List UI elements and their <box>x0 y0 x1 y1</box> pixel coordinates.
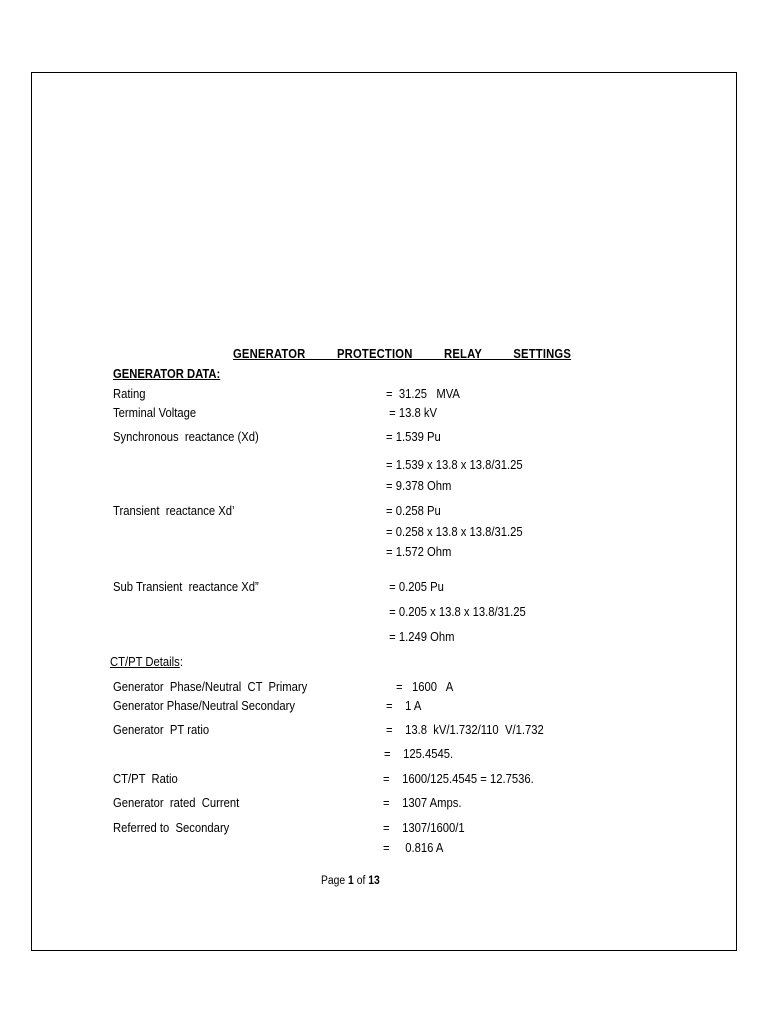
document-title: GENERATOR PROTECTION RELAY SETTINGS <box>233 347 572 361</box>
transient-reactance-value-pu: = 0.258 Pu <box>386 504 441 518</box>
rated-current-label: Generator rated Current <box>113 796 240 810</box>
ct-primary-label: Generator Phase/Neutral CT Primary <box>113 680 308 694</box>
ctpt-ratio-value: = 1600/125.4545 = 12.7536. <box>383 772 534 786</box>
page-current-number: 1 <box>348 875 354 887</box>
ctpt-heading <box>110 655 183 669</box>
terminal-voltage-value: = 13.8 kV <box>386 406 437 420</box>
pt-ratio-formula: = 13.8 kV/1.732/110 V/1.732 <box>386 723 544 737</box>
synchronous-reactance-value-ohm: = 9.378 Ohm <box>386 479 452 493</box>
subtransient-reactance-value-pu: = 0.205 Pu <box>386 580 444 594</box>
transient-reactance-formula: = 0.258 x 13.8 x 13.8/31.25 <box>386 525 523 539</box>
ct-secondary-label: Generator Phase/Neutral Secondary <box>113 699 295 713</box>
transient-reactance-value-ohm: = 1.572 Ohm <box>386 545 452 559</box>
ctpt-ratio-label: CT/PT Ratio <box>113 772 178 786</box>
subtransient-reactance-value-ohm: = 1.249 Ohm <box>386 630 455 644</box>
synchronous-reactance-label: Synchronous reactance (Xd) <box>113 430 259 444</box>
ctpt-heading-colon: : <box>179 655 183 669</box>
rating-label: Rating <box>113 387 146 401</box>
terminal-voltage-label: Terminal Voltage <box>113 406 197 420</box>
referred-secondary-value: = 0.816 A <box>383 841 444 855</box>
referred-secondary-formula: = 1307/1600/1 <box>383 821 465 835</box>
pt-ratio-label: Generator PT ratio <box>113 723 210 737</box>
page-footer-separator: of <box>353 875 369 887</box>
page-footer <box>321 874 380 888</box>
ctpt-heading-text: CT/PT Details <box>110 655 180 669</box>
page-total-number: 13 <box>368 875 380 887</box>
rated-current-value: = 1307 Amps. <box>383 796 462 810</box>
transient-reactance-label: Transient reactance Xd’ <box>113 504 235 518</box>
ct-primary-value: = 1600 A <box>396 680 454 694</box>
generator-data-heading: GENERATOR DATA: <box>113 367 221 381</box>
referred-secondary-label: Referred to Secondary <box>113 821 230 835</box>
pt-ratio-value: = 125.4545. <box>384 747 454 761</box>
synchronous-reactance-value-pu: = 1.539 Pu <box>386 430 441 444</box>
subtransient-reactance-formula: = 0.205 x 13.8 x 13.8/31.25 <box>386 605 526 619</box>
subtransient-reactance-label: Sub Transient reactance Xd” <box>113 580 259 594</box>
ct-secondary-value: = 1 A <box>386 699 422 713</box>
page-footer-prefix: Page <box>321 875 349 887</box>
rating-value: = 31.25 MVA <box>386 387 460 401</box>
synchronous-reactance-formula: = 1.539 x 13.8 x 13.8/31.25 <box>386 458 523 472</box>
